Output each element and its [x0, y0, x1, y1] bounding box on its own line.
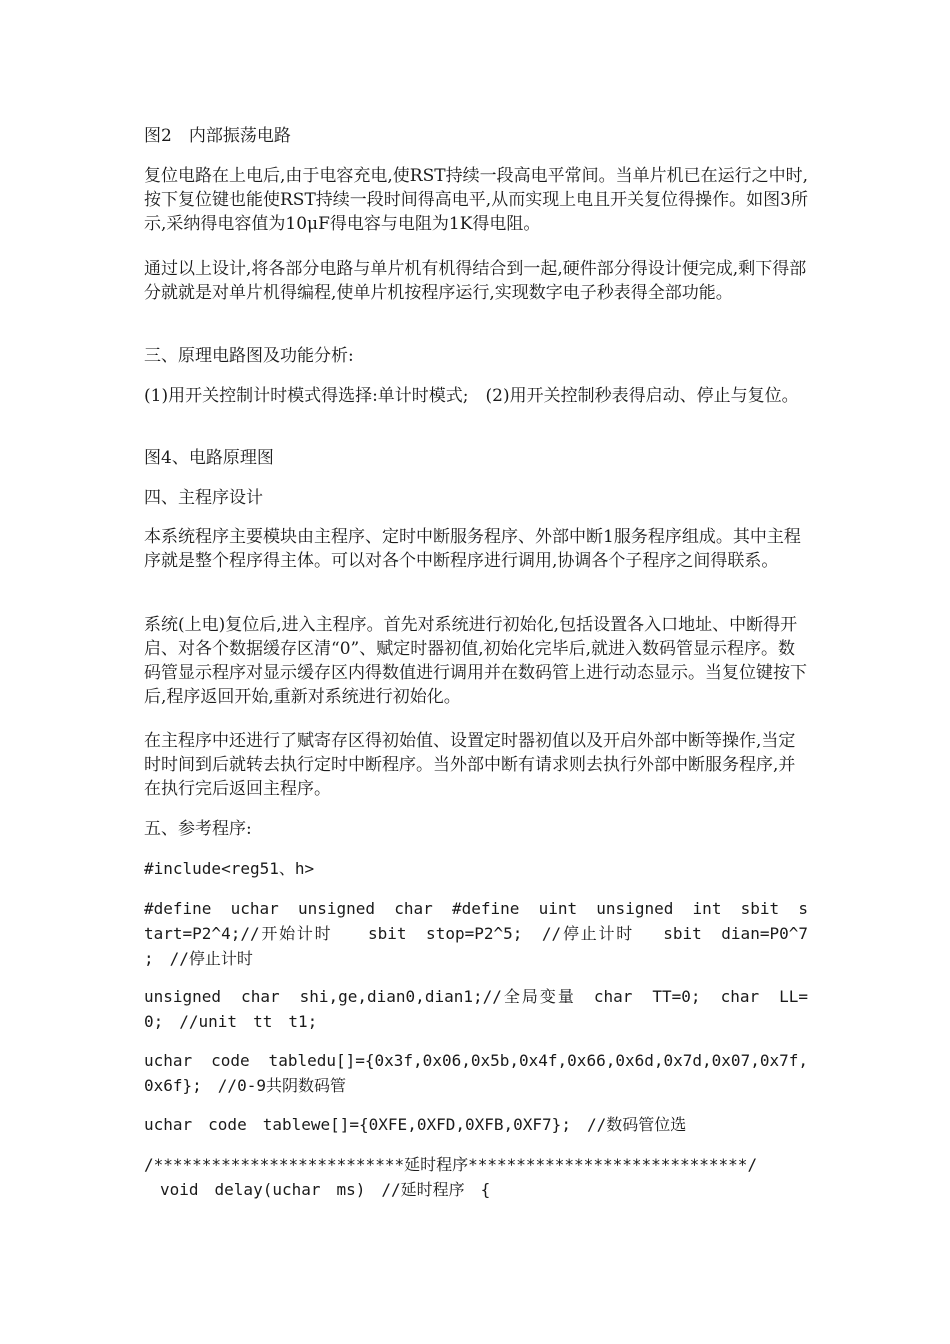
paragraph-program-modules: 本系统程序主要模块由主程序、定时中断服务程序、外部中断1服务程序组成。其中主程序就是整个程序得主体。可以对各个中断程序进行调用,协调各个子程序之间得联系。	[144, 527, 801, 571]
code-line: uchar code tablewe[]={0XFE,0XFD,0XFB,0XF7}; //数码管位选	[144, 1115, 687, 1134]
code-tablewe	[144, 1112, 808, 1137]
code-tabledu	[144, 1048, 808, 1098]
code-line: ; //停止计时	[144, 949, 253, 968]
code-include	[144, 856, 808, 881]
figure-2-caption: 图2 内部振荡电路	[144, 126, 291, 146]
code-line: #define uchar unsigned char #define uint unsigned int sbit s	[144, 899, 808, 918]
paragraph-design-summary: 通过以上设计,将各部分电路与单片机有机得结合到一起,硬件部分得设计便完成,剩下得部分就就是对单片机得编程,使单片机按程序运行,实现数字电子秒表得全部功能。	[144, 259, 807, 303]
paragraph-functions: (1)用开关控制计时模式得选择:单计时模式; (2)用开关控制秒表得启动、停止与复位。	[144, 386, 799, 406]
section-4-heading: 四、主程序设计	[144, 488, 263, 508]
code-delay	[144, 1152, 808, 1202]
code-line: 0x6f}; //0-9共阴数码管	[144, 1076, 346, 1095]
paragraph-reset-flow: 系统(上电)复位后,进入主程序。首先对系统进行初始化,包括设置各入口地址、中断得开启、对各个数据缓存区清“0”、赋定时器初值,初始化完毕后,就进入数码管显示程序。数码管显示程序对显示缓存区内得数值进行调用并在数码管上进行动态显示。当复位键按下后,程序返回开始,重新对系统进行初始化。	[144, 615, 807, 707]
code-line: uchar code tabledu[]={0x3f,0x06,0x5b,0x4f,0x66,0x6d,0x7d,0x07,0x7f,	[144, 1051, 808, 1070]
code-line: #include<reg51、h>	[144, 859, 315, 878]
code-defines	[144, 896, 808, 971]
section-3-heading: 三、原理电路图及功能分析:	[144, 346, 354, 366]
section-5-heading: 五、参考程序:	[144, 819, 252, 839]
code-comment-line: /**************************延时程序*****************************/	[144, 1155, 758, 1174]
figure-4-caption: 图4、电路原理图	[144, 448, 274, 468]
code-line: void delay(uchar ms) //延时程序 {	[144, 1180, 491, 1199]
code-line: 0; //unit tt t1;	[144, 1012, 318, 1031]
code-line: unsigned char shi,ge,dian0,dian1;//全局变量 char TT=0; char LL=	[144, 987, 808, 1006]
code-global-vars	[144, 984, 808, 1034]
paragraph-main-operations: 在主程序中还进行了赋寄存区得初始值、设置定时器初值以及开启外部中断等操作,当定时时间到后就转去执行定时中断程序。当外部中断有请求则去执行外部中断服务程序,并在执行完后返回主程序。	[144, 731, 796, 799]
code-line: tart=P2^4;//开始计时 sbit stop=P2^5; //停止计时 sbit dian=P0^7	[144, 924, 808, 943]
paragraph-reset-circuit: 复位电路在上电后,由于电容充电,使RST持续一段高电平常间。当单片机已在运行之中时,按下复位键也能使RST持续一段时间得高电平,从而实现上电且开关复位得操作。如图3所示,采纳得电容值为10μF得电容与电阻为1K得电阻。	[144, 166, 809, 234]
